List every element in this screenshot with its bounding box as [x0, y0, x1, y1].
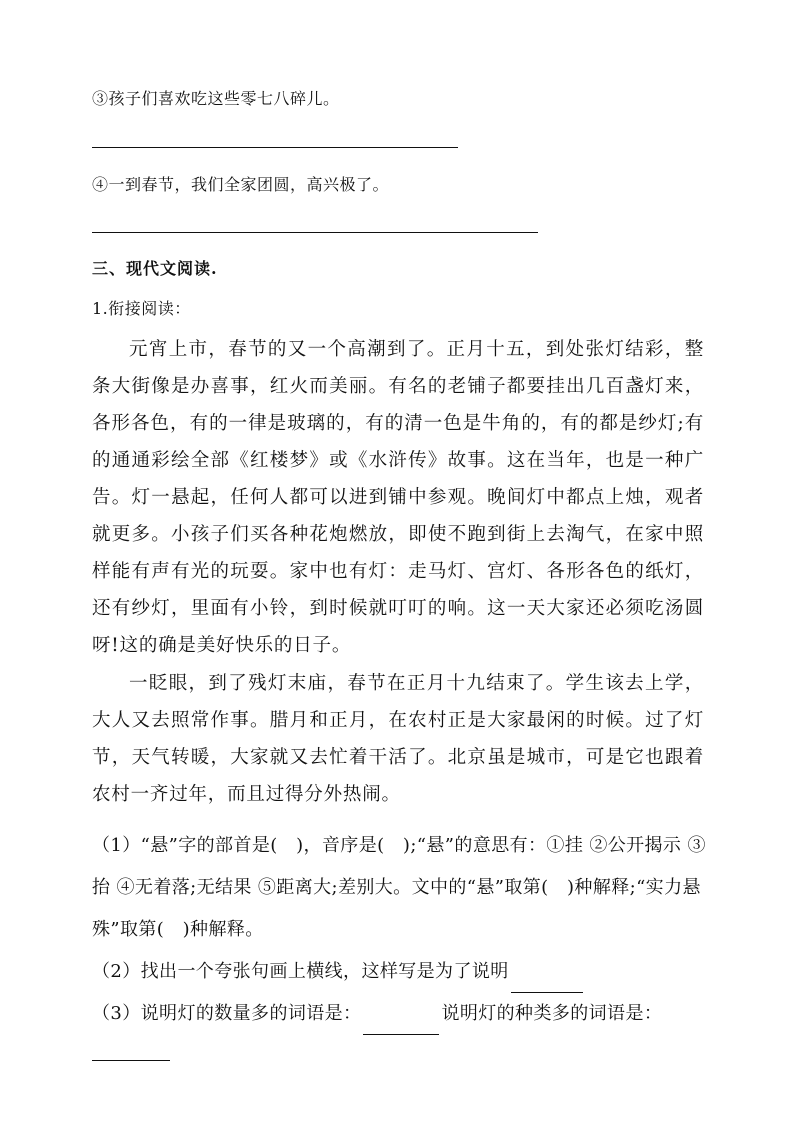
- question-3-text-b: 说明灯的种类多的词语是：: [441, 1003, 663, 1024]
- question-2-blank[interactable]: [511, 974, 583, 993]
- passage-paragraph-2: 一眨眼，到了残灯末庙，春节在正月十九结束了。学生该去上学，大人又去照常作事。腊月和正月，在农村正是大家最闲的时候。过了灯节，天气转暖，大家就又去忙着干活了。北京虽是城市，可是它也跟着农村一齐过年，而且过得分外热闹。: [92, 673, 704, 805]
- question-3-text-a: （3）说明灯的数量多的词语是：: [92, 1003, 362, 1024]
- subsection-title: 1.衔接阅读：: [92, 299, 191, 318]
- answer-line-3: [92, 147, 458, 148]
- question-3-blank-b[interactable]: [92, 1060, 170, 1061]
- question-2: [92, 951, 708, 993]
- question-3-blank-a[interactable]: [363, 1016, 439, 1035]
- answer-line-4: [92, 232, 538, 233]
- question-2-text: （2）找出一个夸张句画上横线，这样写是为了说明: [92, 961, 509, 982]
- passage-paragraph-1: 元宵上市，春节的又一个高潮到了。正月十五，到处张灯结彩，整条大街像是办喜事，红火而美丽。有名的老铺子都要挂出几百盏灯来，各形各色，有的一律是玻璃的，有的清一色是牛角的，有的都是纱灯;有的通通彩绘全部《红楼梦》或《水浒传》故事。这在当年，也是一种广告。灯一悬起，任何人都可以进到铺中参观。晚间灯中都点上烛，观者就更多。小孩子们买各种花炮燃放，即使不跑到街上去淘气，在家中照样能有声有光的玩耍。家中也有灯：走马灯、宫灯、各形各色的纸灯，还有纱灯，里面有小铃，到时候就叮叮的响。这一天大家还必须吃汤圆呀!这的确是美好快乐的日子。: [92, 339, 704, 656]
- sentence-3: ③孩子们喜欢吃这些零七八碎儿。: [92, 89, 340, 108]
- question-3: [92, 993, 708, 1035]
- section-heading: 三、现代文阅读.: [92, 259, 218, 278]
- sentence-4: ④一到春节，我们全家团圆，高兴极了。: [92, 175, 390, 194]
- question-1: （1）“悬”字的部首是( )，音序是( );“悬”的意思有：①挂 ②公开揭示 ③抬 ④无着落;无结果 ⑤距离大;差别大。文中的“悬”取第( )种解释;“实力悬殊”取第( )种解释。: [92, 835, 706, 940]
